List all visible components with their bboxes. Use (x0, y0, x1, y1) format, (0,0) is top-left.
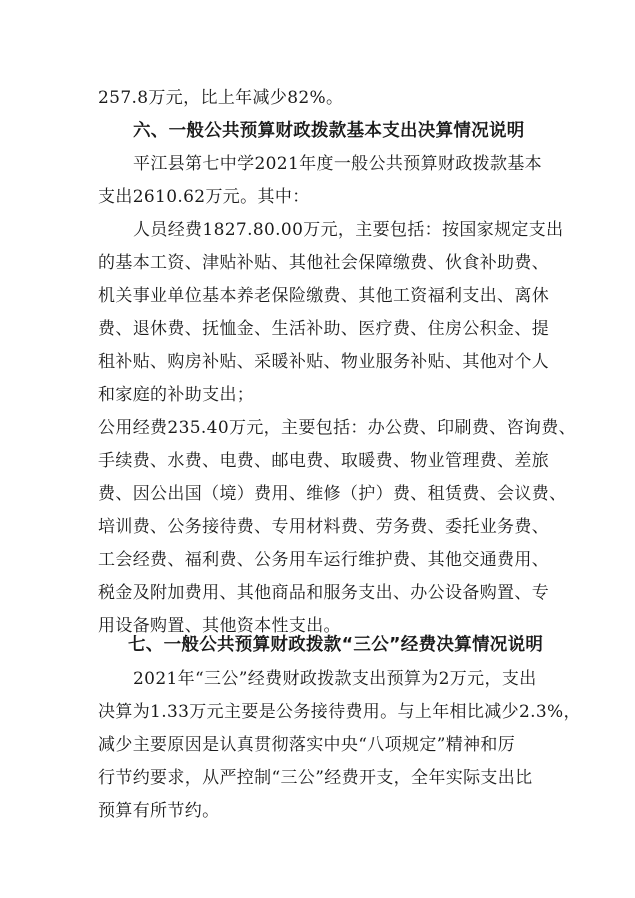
paragraph-line: 2021年“三公”经费财政拨款支出预算为2万元，支出 (133, 669, 537, 689)
paragraph-line: 培训费、公务接待费、专用材料费、劳务费、委托业务费、 (98, 517, 550, 537)
paragraph-line: 和家庭的补助支出； (98, 385, 255, 405)
paragraph-line: 预算有所节约。 (98, 801, 220, 821)
paragraph-line: 平江县第七中学2021年度一般公共预算财政拨款基本 (133, 154, 543, 174)
paragraph-line: 257.8万元，比上年减少82%。 (98, 88, 344, 108)
paragraph-line: 减少主要原因是认真贯彻落实中央“八项规定”精神和厉 (98, 735, 516, 755)
paragraph-line: 税金及附加费用、其他商品和服务支出、办公设备购置、专 (98, 583, 550, 603)
paragraph-line: 工会经费、福利费、公务用车运行维护费、其他交通费用、 (98, 550, 550, 570)
paragraph-line: 租补贴、购房补贴、采暖补贴、物业服务补贴、其他对个人 (98, 352, 550, 372)
paragraph-line: 决算为1.33万元主要是公务接待费用。与上年相比减少2.3%， (98, 702, 581, 722)
section-heading: 六、一般公共预算财政拨款基本支出决算情况说明 (133, 121, 525, 141)
paragraph-line: 行节约要求，从严控制“三公”经费开支，全年实际支出比 (98, 768, 533, 788)
section-heading: 七、一般公共预算财政拨款“三公”经费决算情况说明 (128, 635, 544, 655)
paragraph-line: 费、退休费、抚恤金、生活补助、医疗费、住房公积金、提 (98, 319, 550, 339)
paragraph-line: 支出2610.62万元。其中： (98, 187, 310, 207)
paragraph-line: 手续费、水费、电费、邮电费、取暖费、物业管理费、差旅 (98, 451, 550, 471)
paragraph-line: 机关事业单位基本养老保险缴费、其他工资福利支出、离休 (98, 286, 550, 306)
paragraph-line: 公用经费235.40万元，主要包括：办公费、印刷费、咨询费、 (98, 418, 576, 438)
paragraph-line: 用设备购置、其他资本性支出。 (98, 616, 341, 636)
paragraph-line: 人员经费1827.80.00万元，主要包括：按国家规定支出 (133, 220, 564, 240)
paragraph-line: 费、因公出国（境）费用、维修（护）费、租赁费、会议费、 (98, 484, 567, 504)
paragraph-line: 的基本工资、津贴补贴、其他社会保障缴费、伙食补助费、 (98, 253, 550, 273)
